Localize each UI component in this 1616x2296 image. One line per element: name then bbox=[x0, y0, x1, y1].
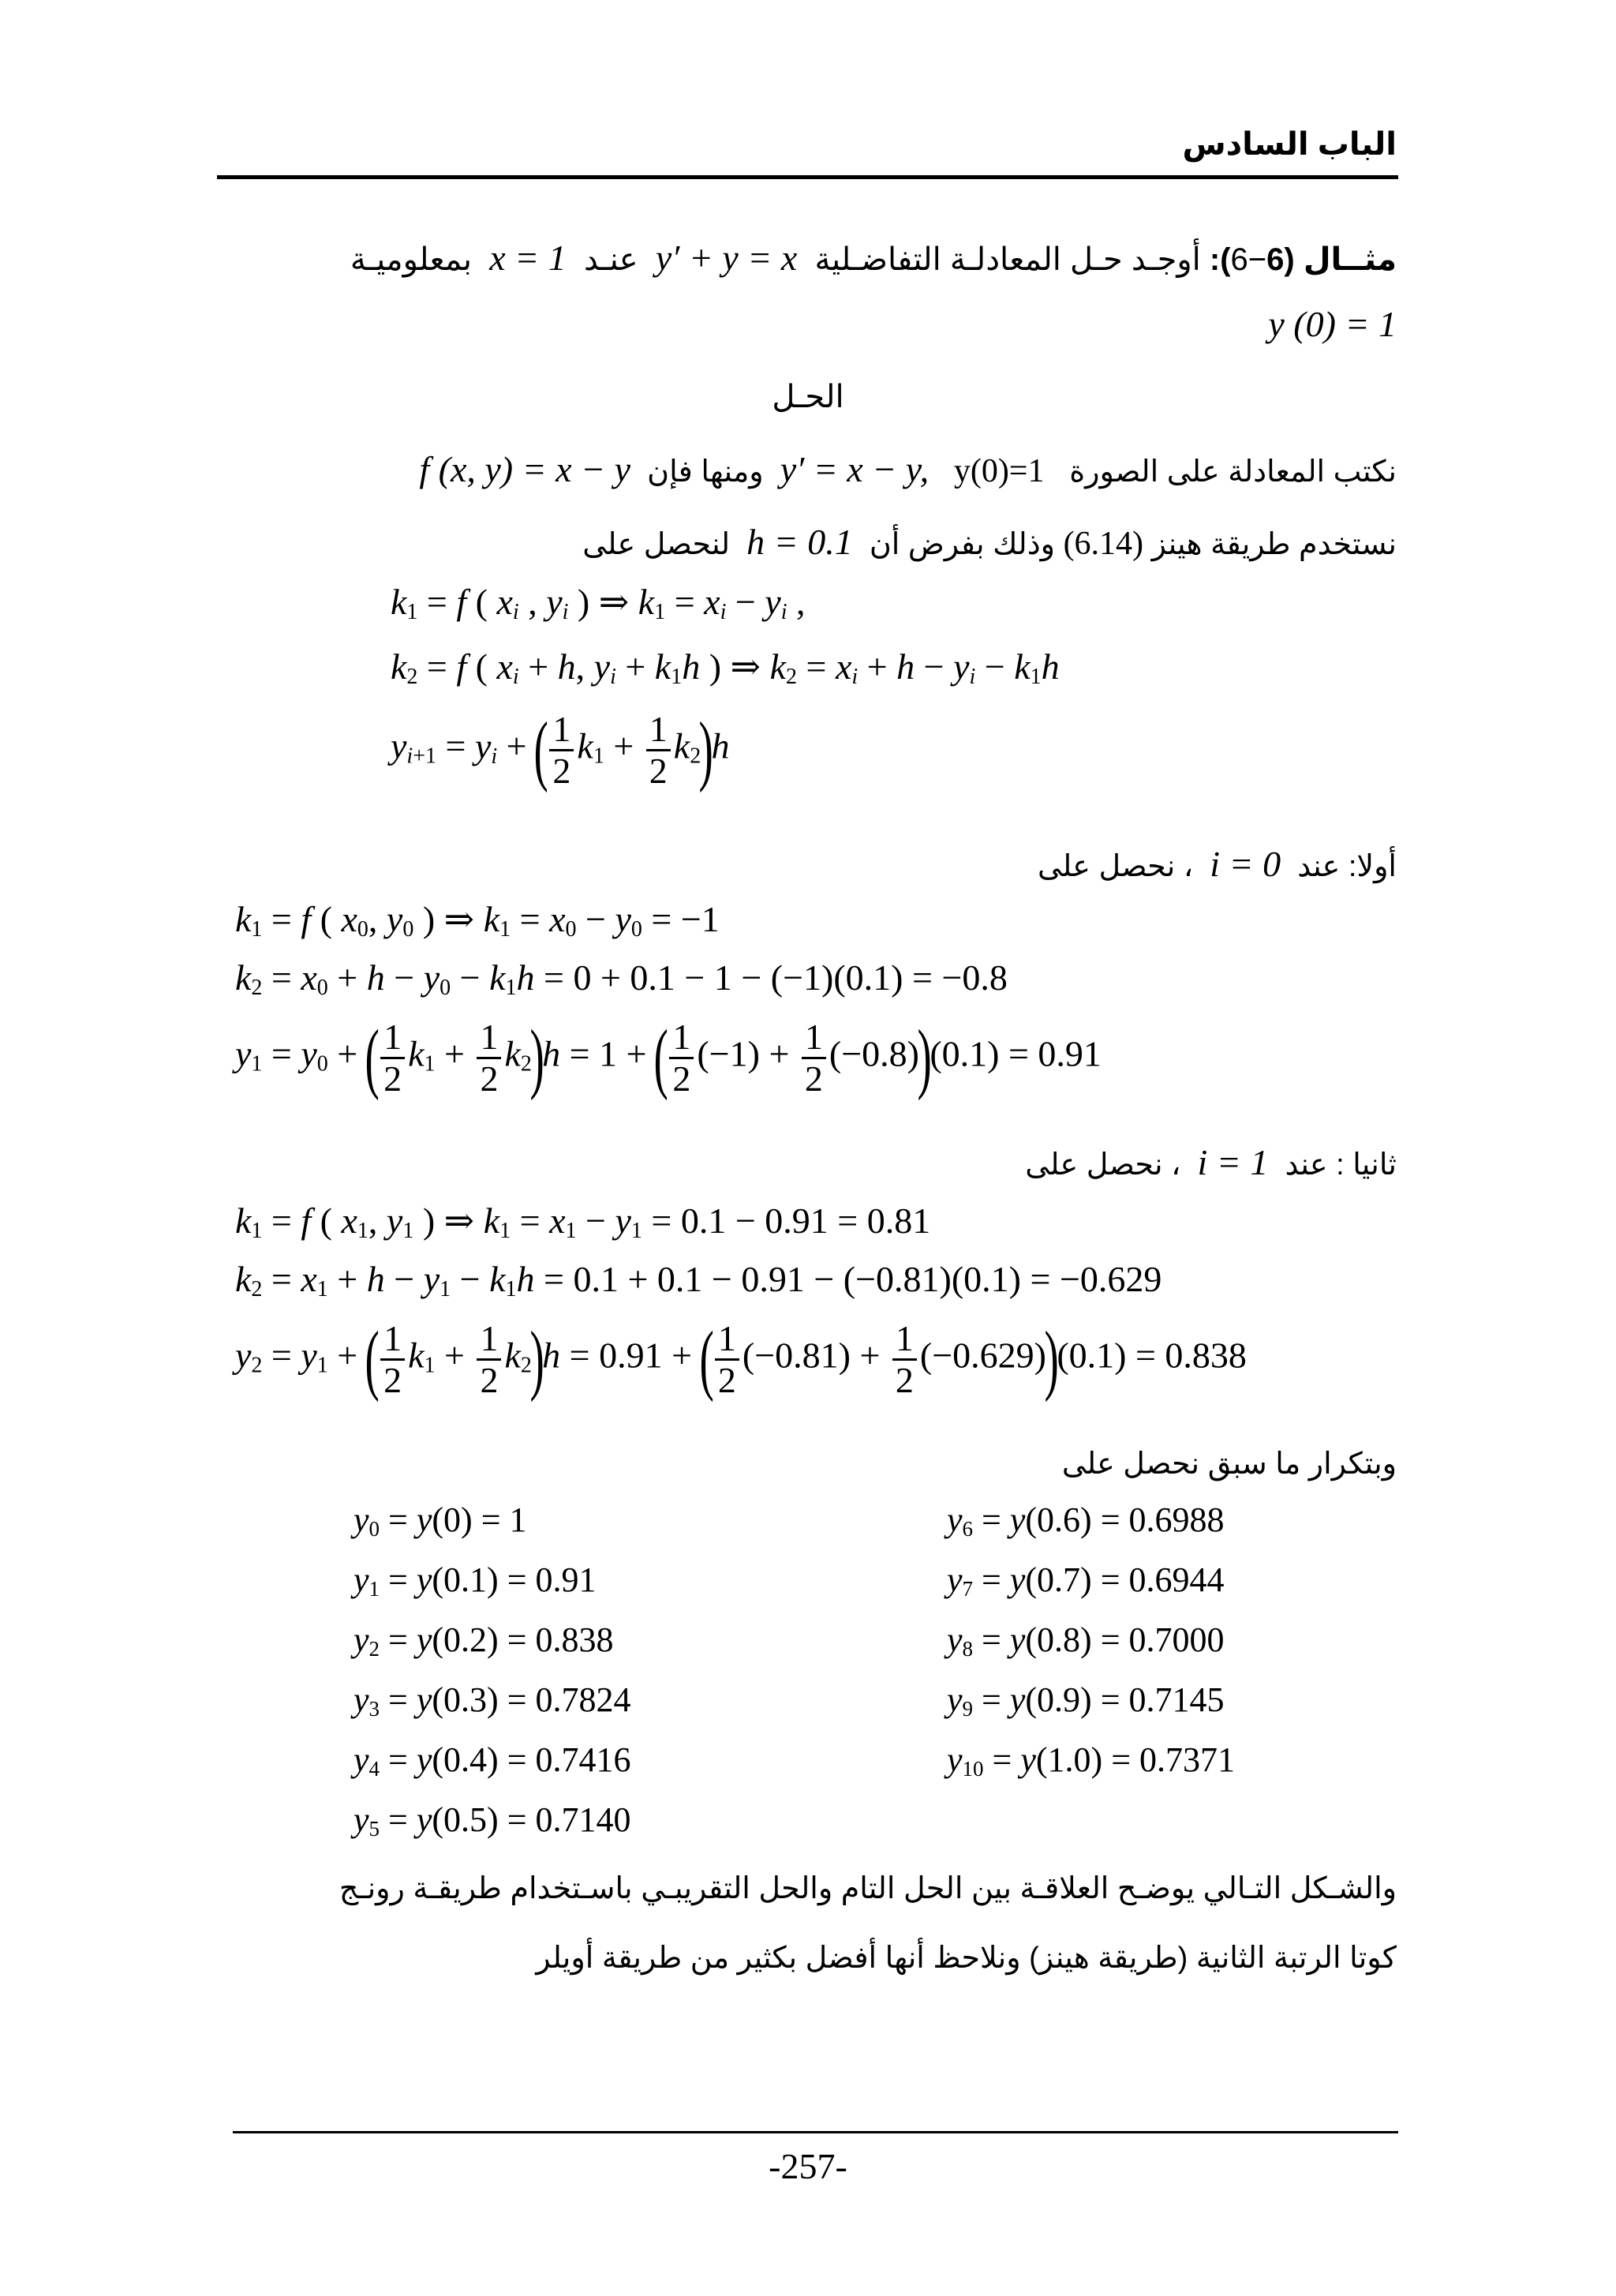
para2-text-c: لنحصل على bbox=[582, 528, 731, 561]
list-item: $y_3 = y(0.3) = 0.7824$ bbox=[354, 1680, 631, 1721]
list-item: $y_2 = y(0.2) = 0.838$ bbox=[354, 1620, 614, 1661]
chapter-header: الباب السادس bbox=[1182, 127, 1397, 162]
values-left-list bbox=[354, 1500, 631, 1860]
formula-k1: $k_1 = f$ ( $x_i$ , $y_i$ ) ⇒ $k_1 = x_i - y_i$ , bbox=[391, 582, 806, 624]
initial-condition: y (0) = 1 bbox=[1268, 304, 1397, 344]
formula-k2: $k_2 = f$ ( $x_i + h$, $y_i + k_1h$ ) ⇒ $k_2 = x_i + h - y_i - k_1h$ bbox=[391, 646, 1060, 689]
footer-rule bbox=[233, 2131, 1398, 2133]
list-item: $y_4 = y(0.4) = 0.7416$ bbox=[354, 1740, 631, 1781]
para2-ref: (6.14) bbox=[1063, 526, 1144, 562]
step-size: h = 0.1 bbox=[746, 522, 853, 562]
solution-title: الحـل bbox=[772, 380, 844, 414]
step-two-heading: ثانيا : عند i = 1 ، نحصل على bbox=[1025, 1142, 1397, 1182]
example-label-num: −6 bbox=[1230, 242, 1267, 277]
example-text-b: عنـد bbox=[583, 242, 638, 277]
para1-initial: y(0)=1 bbox=[953, 453, 1045, 489]
step-two-k2: $k_2 = x_1 + h - y_1 - k_1h = 0.1 + 0.1 - 0.91 - (-0.81)(0.1) = -0.629$ bbox=[235, 1259, 1162, 1302]
page-number: -257- bbox=[769, 2146, 847, 2186]
formula-y-next: $y_{i+1} = y_i$ + ( $\frac{1}{2}$ $k_1$ + $\frac{1}{2}$ $k_2)h$ bbox=[391, 706, 730, 793]
step-one-y1: $y_1 = y_0$ + ( $\frac{1}{2}$ $k_1$ + $\frac{1}{2}$ $k_2)h = 1$ + ( $\frac{1}{2}$ (−1) + $\frac{1}{2}$ (−0.8))(0.1) = 0.91 bbox=[235, 1013, 1102, 1101]
example-label-close: ): bbox=[1209, 242, 1231, 277]
step-one-k1: $k_1 = f$ ( $x_0$, $y_0$ ) ⇒ $k_1 = x_0 - y_0 = -1$ bbox=[235, 899, 720, 942]
step-two-cond: i = 1 bbox=[1197, 1142, 1269, 1182]
step-two-y2: $y_2 = y_1$ + ( $\frac{1}{2}$ $k_1$ + $\frac{1}{2}$ $k_2)h = 0.91$ + ( $\frac{1}{2}$ (−0.81) + $\frac{1}{2}$ (−0.629))(0.1) = 0.838 bbox=[235, 1315, 1247, 1403]
example-label: مثــال (6 bbox=[1266, 242, 1397, 277]
step-one-cond: i = 0 bbox=[1210, 844, 1281, 884]
step-one-heading: أولا: عند i = 0 ، نحصل على bbox=[1037, 844, 1397, 884]
example-statement bbox=[350, 237, 1397, 279]
para1-text-b: ومنها فإن bbox=[647, 455, 764, 489]
ode-equation: y′ + y = x bbox=[655, 238, 798, 278]
step-two-k1: $k_1 = f$ ( $x_1$, $y_1$ ) ⇒ $k_1 = x_1 - y_1 = 0.1 - 0.91 = 0.81$ bbox=[235, 1200, 931, 1243]
para1-text-a: نكتب المعادلة على الصورة bbox=[1069, 455, 1397, 489]
list-item: $y_9 = y(0.9) = 0.7145$ bbox=[947, 1680, 1225, 1721]
example-text-c: بمعلوميـة bbox=[350, 242, 473, 277]
evaluation-point: x = 1 bbox=[489, 238, 567, 278]
list-item: $y_{10} = y(1.0) = 0.7371$ bbox=[947, 1740, 1236, 1781]
list-item: $y_1 = y(0.1) = 0.91$ bbox=[354, 1560, 597, 1601]
list-item: $y_5 = y(0.5) = 0.7140$ bbox=[354, 1800, 631, 1841]
list-item: $y_7 = y(0.7) = 0.6944$ bbox=[947, 1560, 1225, 1601]
example-text-a: أوجـد حـل المعادلـة التفاضـلية bbox=[814, 242, 1201, 277]
step-one-k2: $k_2 = x_0 + h - y_0 - k_1h = 0 + 0.1 - 1 - (-1)(0.1) = -0.8$ bbox=[235, 957, 1008, 1000]
repeat-text: وبتكرار ما سبق نحصل على bbox=[1061, 1448, 1397, 1481]
para1-function: f (x, y) = x − y bbox=[419, 449, 631, 489]
para2-text-b: وذلك بفرض أن bbox=[869, 528, 1055, 561]
para1-derivative: y′ = x − y, bbox=[780, 449, 930, 489]
paragraph-rewrite bbox=[419, 448, 1397, 490]
para2-text-a: نستخدم طريقة هينز bbox=[1151, 528, 1397, 561]
list-item: $y_6 = y(0.6) = 0.6988$ bbox=[947, 1500, 1225, 1541]
values-right-list bbox=[947, 1500, 1235, 1800]
list-item: $y_0 = y(0) = 1$ bbox=[354, 1500, 527, 1541]
list-item: $y_8 = y(0.8) = 0.7000$ bbox=[947, 1620, 1225, 1661]
closing-line-2: كوتا الرتبة الثانية (طريقة هينز) ونلاحظ أنها أفضل بكثير من طريقة أويلر bbox=[536, 1942, 1397, 1975]
header-rule bbox=[217, 175, 1398, 179]
closing-line-1: والشـكل التـالي يوضـح العلاقـة بين الحل التام والحل التقريبـي باسـتخدام طريقـة رونـج bbox=[339, 1872, 1397, 1905]
paragraph-method bbox=[582, 521, 1397, 563]
